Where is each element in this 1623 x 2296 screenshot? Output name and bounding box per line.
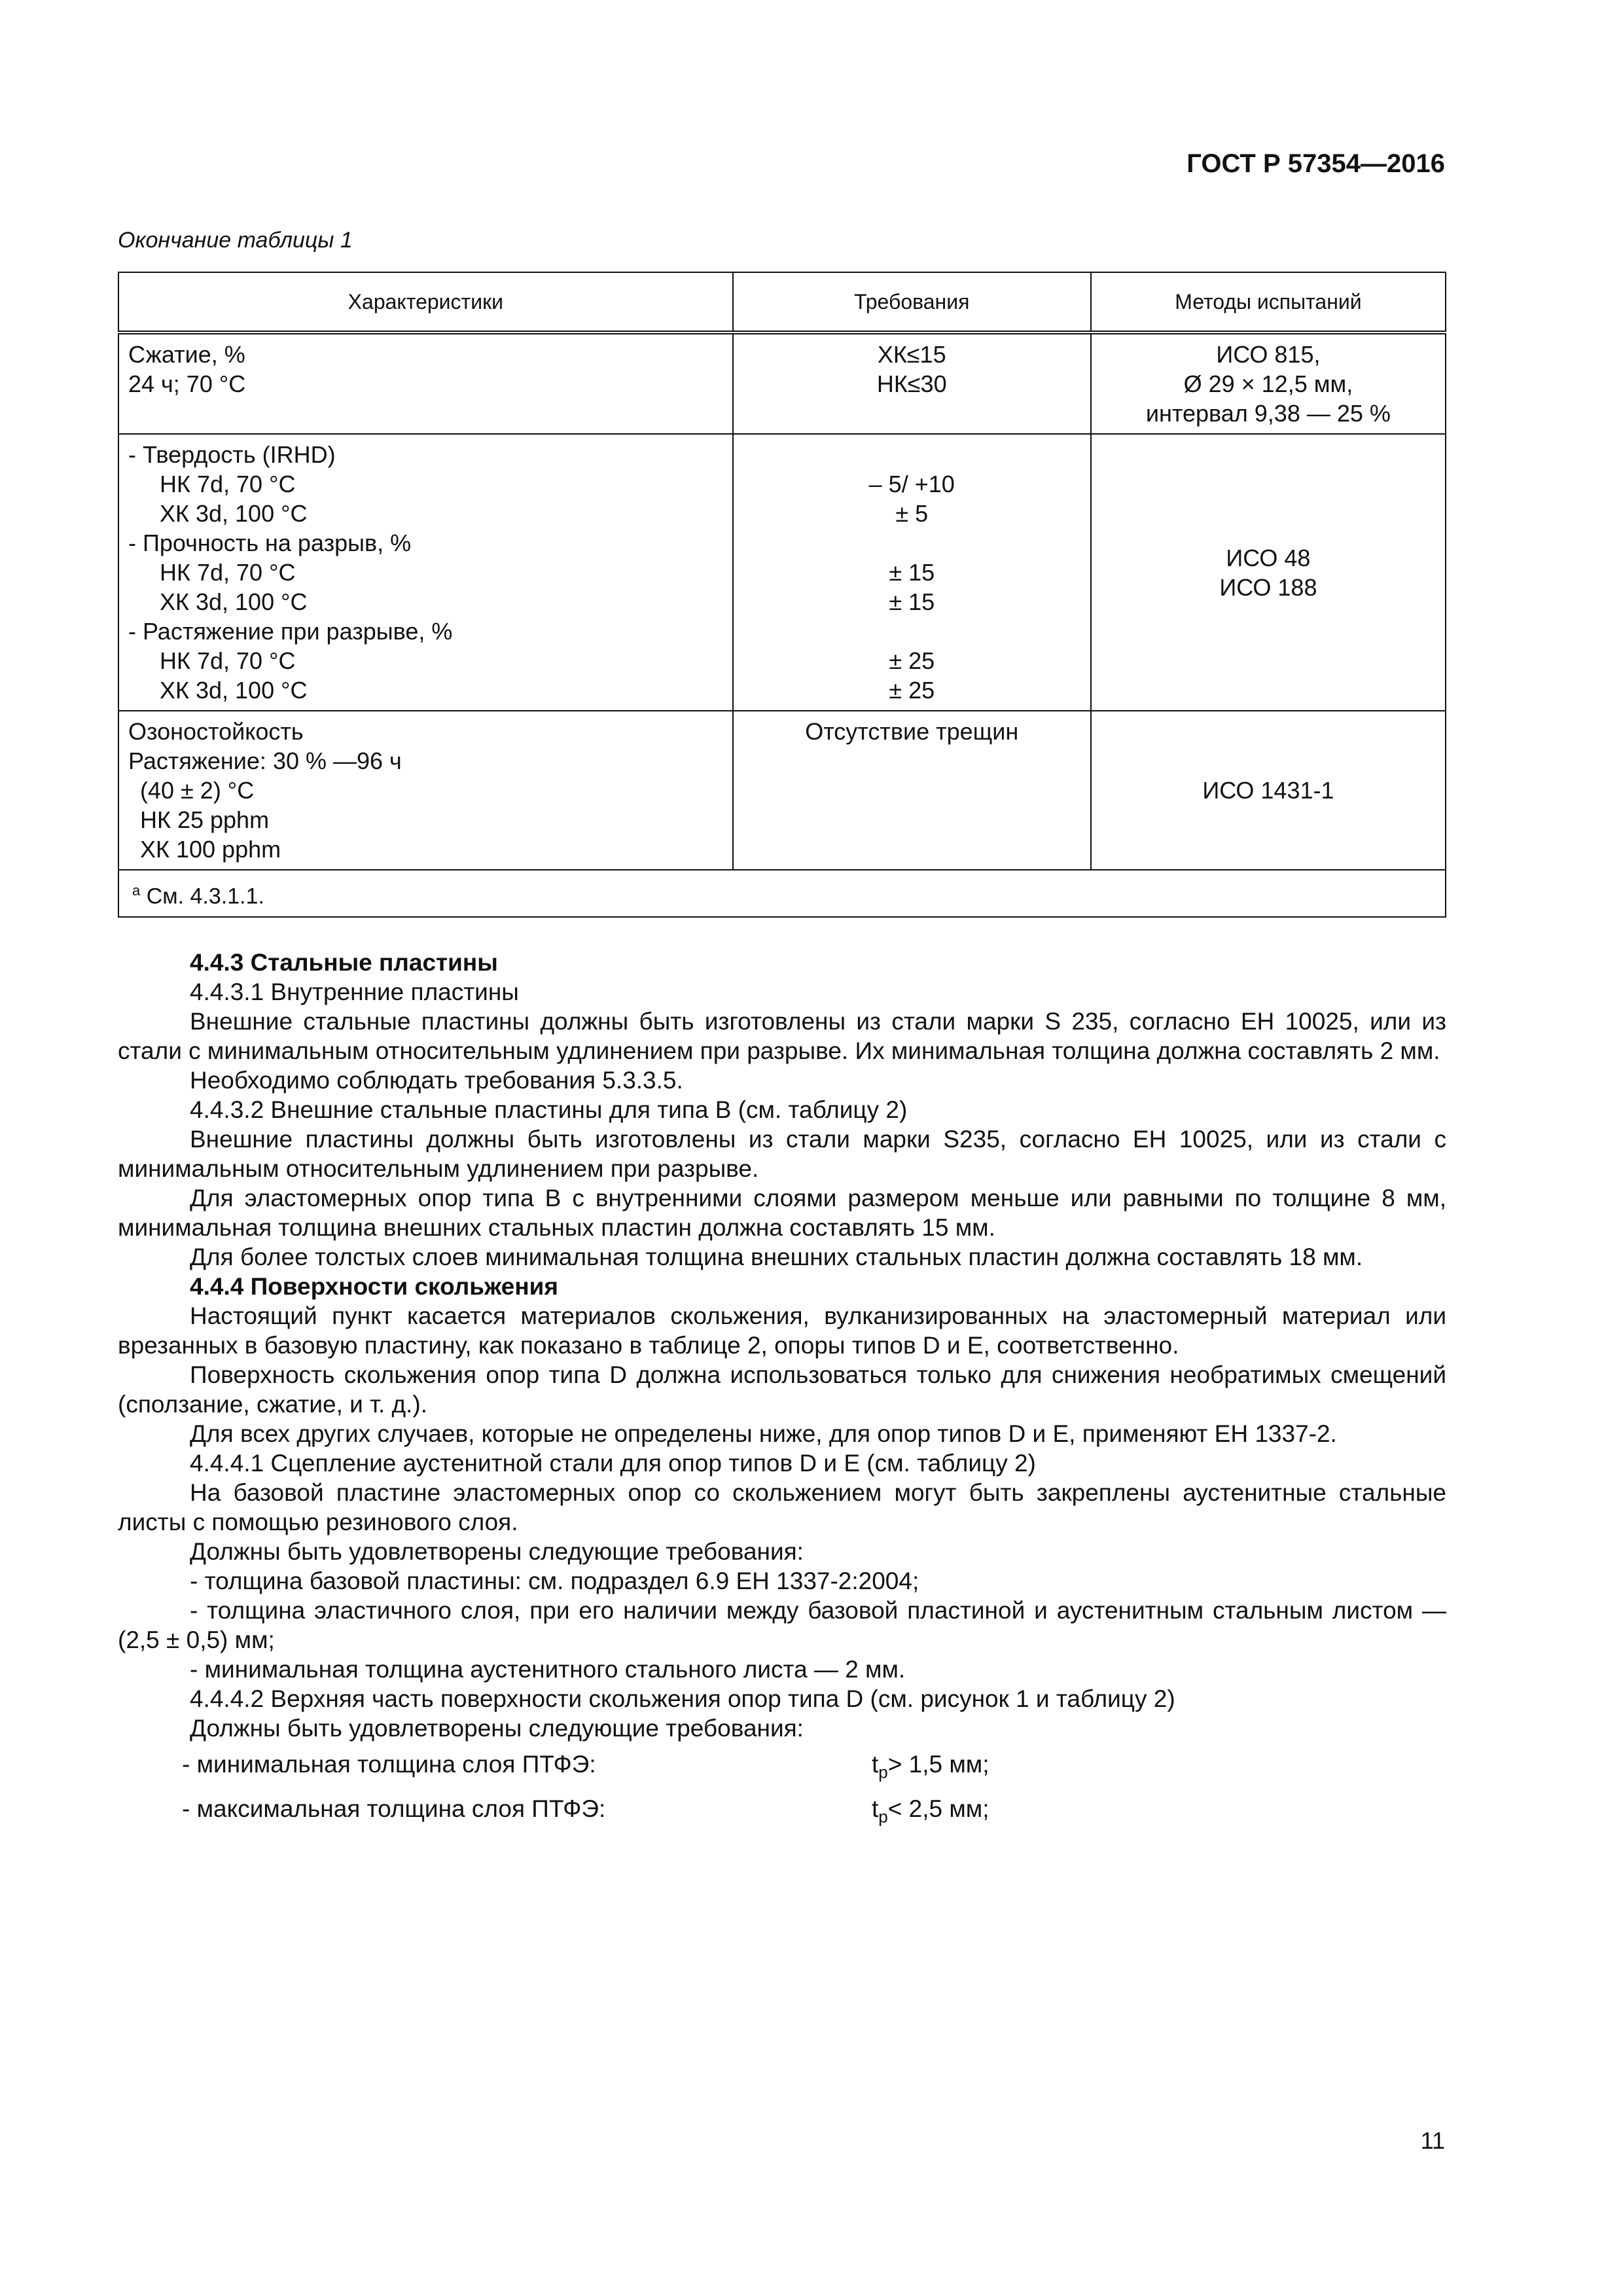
cell-line: Ø 29 × 12,5 мм, [1183,370,1353,397]
cell-line: интервал 9,38 — 25 % [1145,400,1391,427]
cell-test-method [1091,711,1446,870]
paragraph: На базовой пластине эластомерных опор со скольжением могут быть закреплены аустенитные стальные листы с помощью резинового слоя. [118,1479,1446,1535]
cell-line: Сжатие, % [128,341,245,368]
document-header-standard: ГОСТ Р 57354—2016 [1186,149,1445,178]
cell-line: - Твердость (IRHD) [128,441,336,468]
paragraph: Настоящий пункт касается материалов скольжения, вулканизированных на эластомерный материал или врезанных в базовую пластину, как показано в таблице 2, опоры типов D и Е, соответственно. [118,1302,1446,1359]
table-row-aging [118,434,1446,711]
paragraph: Для более толстых слоев минимальная толщина внешних стальных пластин должна составлять 18 мм. [190,1244,1363,1270]
cell-line: 24 ч; 70 °C [128,370,246,397]
requirement-value [872,1794,990,1831]
paragraph: Внешние пластины должны быть изготовлены из стали марки S235, согласно ЕН 10025, или из стали с минимальным относительным удлинением при разрыве. [118,1126,1446,1182]
cell-line: ± 25 [889,647,935,674]
cell-line: ХК 3d, 100 °C [160,588,308,615]
cell-line: ± 15 [889,588,935,615]
section-heading: 4.4.3 Стальные пластины [190,949,498,976]
column-header-requirements: Требования [733,272,1091,332]
footnote-mark: а [132,882,141,899]
cell-line: – 5/ +10 [868,471,955,497]
paragraph: Должны быть удовлетворены следующие требования: [190,1715,804,1742]
cell-line: ХК 3d, 100 °C [160,677,308,704]
cell-line: НК 7d, 70 °C [160,559,296,586]
cell-characteristic [118,711,733,870]
cell-line: ИСО 48 [1226,544,1311,571]
cell-line: ХК≤15 [877,341,946,368]
table-footnote-row [118,870,1446,917]
cell-line: ± 15 [889,559,935,586]
cell-line: ХК 3d, 100 °C [160,500,308,527]
requirement-symbol-subscript: p [878,1762,888,1782]
cell-line: ИСО 815, [1216,341,1321,368]
cell-line: ИСО 188 [1219,573,1317,601]
cell-line: (40 ± 2) °C [140,777,255,804]
column-header-characteristics: Характеристики [118,272,733,332]
requirement-symbol: t [872,1751,879,1778]
cell-line [743,617,1081,646]
subsection-heading: 4.4.4.2 Верхняя часть поверхности скольжения опор типа D (см. рисунок 1 и таблицу 2) [190,1685,1175,1712]
requirement-row [118,1749,1446,1794]
cell-line: Растяжение: 30 % —96 ч [128,747,402,774]
requirement-label: - минимальная толщина слоя ПТФЭ: [182,1751,596,1778]
cell-line: Отсутствие трещин [805,718,1019,745]
cell-characteristic [118,332,733,434]
requirement-symbol-subscript: p [878,1806,888,1827]
requirement-row [118,1794,1446,1839]
cell-requirement [733,332,1091,434]
cell-line: НК 7d, 70 °C [160,647,296,674]
cell-line: - Прочность на разрыв, % [128,529,412,556]
paragraph: Внешние стальные пластины должны быть изготовлены из стали марки S 235, согласно ЕН 10025, или из стали с минимальным относительным удлинением при разрыве. Их минимальная толщина должна составлять 2 мм. [118,1008,1446,1064]
requirement-value [872,1749,990,1787]
cell-requirement [733,711,1091,870]
cell-requirement [733,434,1091,711]
cell-line: - Растяжение при разрыве, % [128,618,453,645]
requirement-symbol: t [872,1795,879,1822]
cell-line: НК≤30 [876,370,947,397]
cell-test-method [1091,332,1446,434]
cell-line: ± 5 [895,500,929,527]
section-heading: 4.4.4 Поверхности скольжения [190,1273,559,1300]
cell-line: ИСО 1431-1 [1202,777,1334,804]
table-header-row [118,272,1446,332]
subsection-heading: 4.4.3.2 Внешние стальные пластины для типа В (см. таблицу 2) [190,1096,908,1123]
cell-characteristic [118,434,733,711]
list-item: - толщина эластичного слоя, при его наличии между базовой пластиной и аустенитным стальным листом — (2,5 ± 0,5) мм; [118,1597,1446,1653]
cell-line [743,528,1081,558]
cell-line: ± 25 [889,677,935,704]
table-caption: Окончание таблицы 1 [118,228,353,253]
paragraph: Должны быть удовлетворены следующие требования: [190,1538,804,1565]
column-header-test-methods: Методы испытаний [1091,272,1446,332]
cell-line [743,440,1081,469]
requirement-amount: < 2,5 мм; [887,1795,990,1822]
body-text [118,948,1446,1839]
list-item: - толщина базовой пластины: см. подраздел 6.9 ЕН 1337-2:2004; [190,1568,919,1594]
cell-line: НК 7d, 70 °C [160,471,296,497]
subsection-heading: 4.4.4.1 Сцепление аустенитной стали для опор типов D и Е (см. таблицу 2) [190,1450,1036,1477]
table-row-ozone [118,711,1446,870]
table-row-compression [118,332,1446,434]
cell-test-method [1091,434,1446,711]
paragraph: Необходимо соблюдать требования 5.3.3.5. [190,1067,683,1094]
cell-line: ХК 100 pphm [140,836,281,863]
paragraph: Для всех других случаев, которые не определены ниже, для опор типов D и Е, применяют ЕН 1337-2. [190,1420,1337,1447]
requirement-amount: > 1,5 мм; [887,1751,990,1778]
list-item: - минимальная толщина аустенитного стального листа — 2 мм. [190,1656,906,1683]
table-footnote [118,870,1446,917]
paragraph: Поверхность скольжения опор типа D должна использоваться только для снижения необратимых смещений (сползание, сжатие, и т. д.). [118,1361,1446,1418]
requirement-label: - максимальная толщина слоя ПТФЭ: [182,1795,606,1822]
cell-line: НК 25 pphm [140,806,270,833]
footnote-text: См. 4.3.1.1. [140,884,264,909]
paragraph: Для эластомерных опор типа В с внутренними слоями размером меньше или равными по толщине 8 мм, минимальная толщина внешних стальных пластин должна составлять 15 мм. [118,1185,1446,1241]
specification-table [118,272,1446,918]
subsection-heading: 4.4.3.1 Внутренние пластины [190,978,519,1005]
page-number: 11 [1420,2127,1445,2154]
cell-line: Озоностойкость [128,718,304,745]
